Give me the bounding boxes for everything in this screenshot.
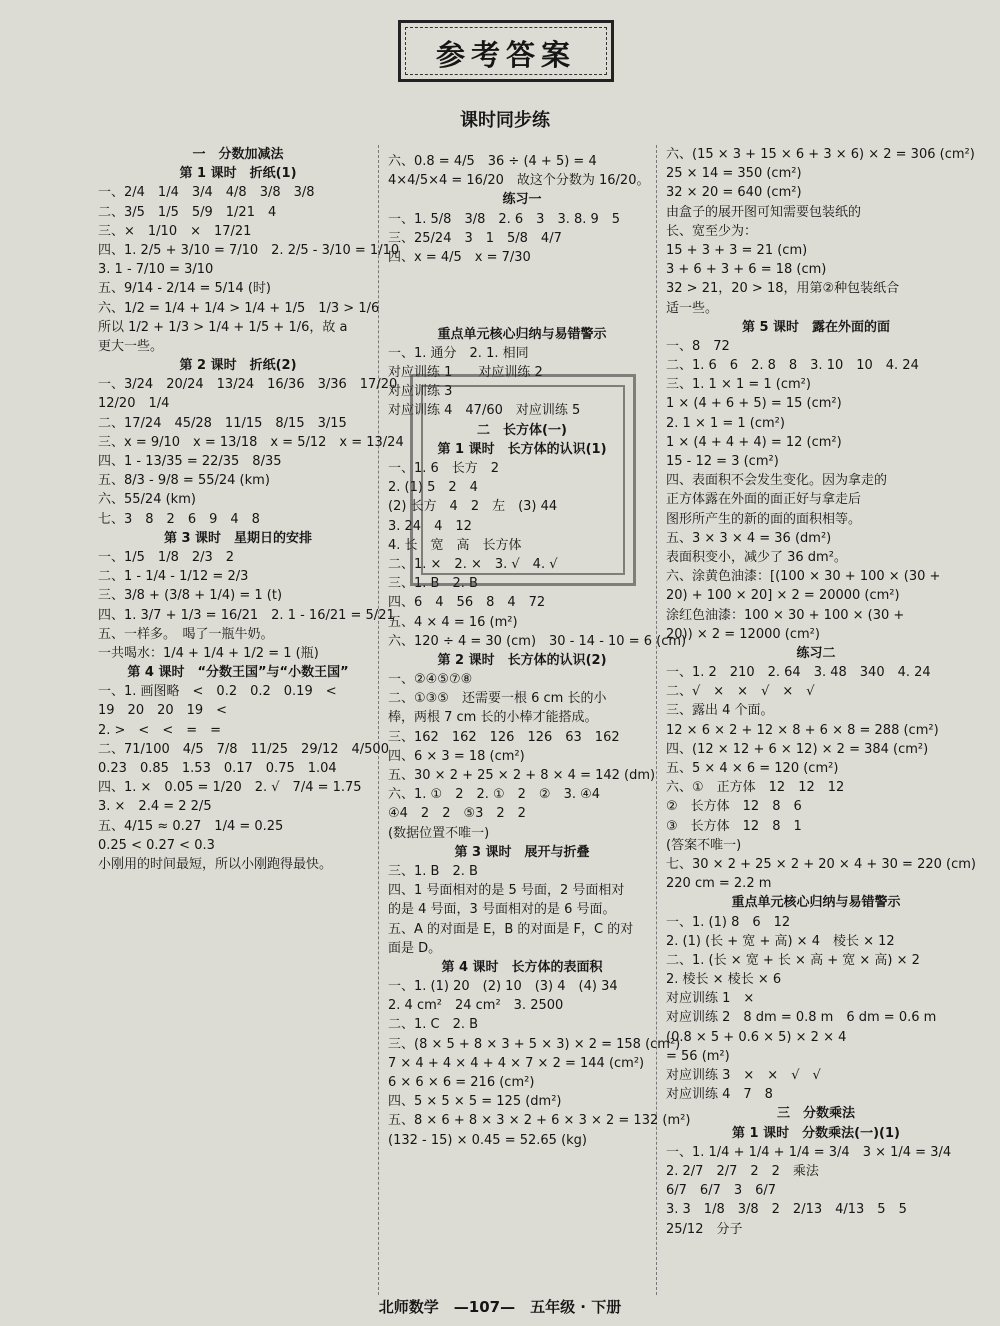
answer-line: (答案不唯一)	[666, 837, 742, 853]
section-heading: 第 2 课时 长方体的认识(2)	[437, 652, 607, 668]
answer-line: 四、表面积不会发生变化。因为拿走的	[666, 473, 888, 489]
answer-line: 三、× 1/10 × 17/21	[98, 223, 252, 239]
answer-line: 一、1. 通分 2. 1. 相同	[388, 345, 529, 361]
answer-line: ④4 2 2 ⑤3 2 2	[388, 806, 526, 822]
answer-line: 三、1. B 2. B	[388, 576, 478, 592]
answer-line: = 56 (m²)	[666, 1048, 730, 1064]
answer-line: 对应训练 3	[388, 384, 453, 400]
section-heading: 第 2 课时 折纸(2)	[179, 358, 297, 374]
answer-line: 12/20 1/4	[98, 396, 170, 412]
answer-line: 20) + 100 × 20] × 2 = 20000 (cm²)	[666, 588, 900, 604]
answer-line: 二、3/5 1/5 5/9 1/21 4	[98, 204, 277, 220]
answer-line: 小刚用的时间最短，所以小刚跑得最快。	[98, 856, 333, 872]
answer-line: 一、1. 1/4 + 1/4 + 1/4 = 3/4 3 × 1/4 = 3/4	[666, 1144, 952, 1160]
answer-line: 一、1. (1) 8 6 12	[666, 914, 791, 930]
answer-line: 六、1. ① 2 2. ① 2 ② 3. ④4	[388, 787, 601, 803]
answer-line: 12 × 6 × 2 + 12 × 8 + 6 × 8 = 288 (cm²)	[666, 722, 939, 738]
answer-line: 二、71/100 4/5 7/8 11/25 29/12 4/500	[98, 741, 389, 757]
answer-line: 三、162 162 126 126 63 162	[388, 729, 620, 745]
answer-line: 二、1. C 2. B	[388, 1017, 479, 1033]
answer-line: 一、1. 6 长方 2	[388, 461, 500, 476]
answer-line: 2. (1) 5 2 4	[388, 480, 478, 496]
answer-line: 六、0.8 = 4/5 36 ÷ (4 + 5) = 4	[388, 154, 597, 169]
page-title: 参考答案	[435, 38, 576, 72]
answer-line: ③ 长方体 12 8 1	[666, 818, 802, 834]
answer-line: 1 × (4 + 4 + 4) = 12 (cm²)	[666, 434, 842, 450]
answer-line: 五、4/15 ≈ 0.27 1/4 = 0.25	[98, 818, 284, 834]
answer-line: 7 × 4 + 4 × 4 + 4 × 7 × 2 = 144 (cm²)	[388, 1055, 645, 1071]
answer-line: 长、宽至少为：	[666, 223, 758, 239]
answer-line: 4. 长 宽 高 长方体	[388, 537, 522, 553]
answer-line: 6/7 6/7 3 6/7	[666, 1183, 777, 1199]
section-heading: 第 3 课时 星期日的安排	[163, 530, 313, 546]
section-heading: 第 1 课时 长方体的认识(1)	[437, 441, 607, 457]
answer-line: (数据位置不唯一)	[388, 825, 490, 841]
answer-line: 五、30 × 2 + 25 × 2 + 8 × 4 = 142 (dm)	[388, 768, 656, 783]
section-title: 课时同步练	[460, 110, 550, 131]
answer-line: 由盒子的展开图可知需要包装纸的	[666, 204, 862, 220]
section-heading: 第 3 课时 展开与折叠	[454, 844, 590, 860]
answer-line: 图形所产生的新的面的面积相等。	[666, 511, 862, 527]
answer-line: 一、1/5 1/8 2/3 2	[98, 549, 235, 565]
answer-line: (0.8 × 5 + 0.6 × 5) × 2 × 4	[666, 1029, 847, 1045]
answer-line: 四、(12 × 12 + 6 × 12) × 2 = 384 (cm²)	[666, 741, 929, 757]
answer-line: 6 × 6 × 6 = 216 (cm²)	[388, 1075, 535, 1090]
answer-line: 六、① 正方体 12 12 12	[666, 780, 845, 796]
answer-line: 一共喝水：1/4 + 1/4 + 1/2 = 1 (瓶)	[98, 645, 319, 661]
watermark-stamp	[410, 374, 636, 586]
answer-line: 对应训练 3 × × √ √	[666, 1068, 821, 1083]
answer-line: 二、1. 6 6 2. 8 8 3. 10 10 4. 24	[666, 358, 919, 374]
answer-line: 32 > 21，20 > 18，用第②种包装纸合	[666, 281, 900, 297]
answer-line: 1 × (4 + 6 + 5) = 15 (cm²)	[666, 396, 842, 412]
answer-line: 三、(8 × 5 + 8 × 3 + 5 × 3) × 2 = 158 (cm²)	[388, 1036, 681, 1052]
answer-line: 五、9/14 - 2/14 = 5/14 (时)	[98, 281, 271, 297]
answer-line: 五、8 × 6 + 8 × 3 × 2 + 6 × 3 × 2 = 132 (m²)	[388, 1113, 691, 1129]
answer-line: 32 × 20 = 640 (cm²)	[666, 185, 802, 201]
answer-line: 正方体露在外面的面正好与拿走后	[666, 492, 862, 508]
answer-line: 0.23 0.85 1.53 0.17 0.75 1.04	[98, 761, 337, 776]
answer-line: 三、1. 1 × 1 = 1 (cm²)	[666, 377, 811, 393]
answer-line: 25 × 14 = 350 (cm²)	[666, 166, 802, 182]
answer-line: 表面积变小，减少了 36 dm²。	[666, 549, 847, 565]
answer-line: 面是 D。	[388, 940, 442, 956]
answer-line: 15 + 3 + 3 = 21 (cm)	[666, 242, 808, 258]
section-heading: 二 长方体(一)	[477, 422, 567, 438]
answer-line: 3 + 6 + 3 + 6 = 18 (cm)	[666, 262, 827, 278]
answer-line: 对应训练 4 47/60 对应训练 5	[388, 403, 581, 419]
answer-line: 四、1. × 0.05 = 1/20 2. √ 7/4 = 1.75	[98, 780, 362, 796]
column-divider-1	[378, 145, 380, 1295]
answer-line: 四、1 号面相对的是 5 号面，2 号面相对	[388, 883, 625, 899]
answer-line: 二、1 - 1/4 - 1/12 = 2/3	[98, 569, 249, 585]
answer-line: 四、1. 2/5 + 3/10 = 7/10 2. 2/5 - 3/10 = 1/10	[98, 242, 400, 258]
answer-line: 所以 1/2 + 1/3 > 1/4 + 1/5 + 1/6，故 a	[98, 319, 348, 335]
answer-line: 20)) × 2 = 12000 (cm²)	[666, 626, 820, 642]
answer-line: 对应训练 1 对应训练 2	[388, 365, 543, 381]
answer-line: 对应训练 1 ×	[666, 991, 755, 1007]
answer-line: 2. 1 × 1 = 1 (cm²)	[666, 415, 785, 431]
answer-line: 六、(15 × 3 + 15 × 6 + 3 × 6) × 2 = 306 (cm²)	[666, 147, 975, 162]
answer-line: 的是 4 号面，3 号面相对的是 6 号面。	[388, 902, 616, 918]
answer-line: 15 - 12 = 3 (cm²)	[666, 454, 779, 469]
answer-line: 二、1. × 2. × 3. √ 4. √	[388, 556, 558, 572]
answer-line: 六、120 ÷ 4 = 30 (cm) 30 - 14 - 10 = 6 (cm)	[388, 633, 687, 649]
answer-line: 2. > < < = =	[98, 722, 221, 738]
answer-line: 一、3/24 20/24 13/24 16/36 3/36 17/20	[98, 377, 398, 393]
answer-column-3	[666, 145, 976, 1239]
answer-line: 一、1. 2 210 2. 64 3. 48 340 4. 24	[666, 665, 931, 681]
answer-line: 三、25/24 3 1 5/8 4/7	[388, 230, 562, 246]
answer-line: 2. 棱长 × 棱长 × 6	[666, 972, 782, 988]
answer-line: (132 - 15) × 0.45 = 52.65 (kg)	[388, 1132, 587, 1148]
answer-line: 二、17/24 45/28 11/15 8/15 3/15	[98, 415, 347, 431]
answer-line: 三、1. B 2. B	[388, 863, 478, 879]
answer-line: 六、55/24 (km)	[98, 492, 196, 508]
answer-line: 一、1. (1) 20 (2) 10 (3) 4 (4) 34	[388, 979, 618, 995]
answer-line: 2. 2/7 2/7 2 2 乘法	[666, 1163, 819, 1179]
answer-line: 五、8/3 - 9/8 = 55/24 (km)	[98, 473, 270, 489]
answer-column-2	[388, 152, 691, 1150]
answer-line	[388, 306, 656, 325]
answer-line: 四、1. 3/7 + 1/3 = 16/21 2. 1 - 16/21 = 5/21	[98, 607, 395, 623]
answer-line	[388, 267, 656, 286]
section-heading: 一 分数加减法	[192, 147, 284, 162]
answer-line: 3. × 2.4 = 2 2/5	[98, 799, 212, 815]
section-heading: 重点单元核心归纳与易错警示	[731, 895, 901, 911]
answer-line: ② 长方体 12 8 6	[666, 799, 802, 815]
section-heading: 第 1 课时 分数乘法(一)(1)	[732, 1125, 900, 1141]
title-box	[398, 20, 614, 82]
section-heading: 练习一	[502, 192, 542, 208]
answer-line: 四、x = 4/5 x = 7/30	[388, 249, 531, 265]
answer-column-1	[98, 145, 404, 874]
answer-line: 2. (1) (长 + 宽 + 高) × 4 棱长 × 12	[666, 933, 895, 949]
answer-line: 三、x = 9/10 x = 13/18 x = 5/12 x = 13/24	[98, 434, 404, 450]
answer-line: 三、3/8 + (3/8 + 1/4) = 1 (t)	[98, 588, 283, 604]
section-heading: 第 5 课时 露在外面的面	[741, 319, 891, 335]
section-heading: 第 1 课时 折纸(1)	[179, 166, 297, 182]
answer-line: 一、8 72	[666, 338, 730, 354]
answer-line: 五、5 × 4 × 6 = 120 (cm²)	[666, 761, 839, 776]
answer-line: 五、3 × 3 × 4 = 36 (dm²)	[666, 530, 832, 546]
answer-line: 涂红色油漆：100 × 30 + 100 × (30 +	[666, 607, 905, 623]
section-heading: 三 分数乘法	[776, 1106, 855, 1122]
answer-line: (2) 长方 4 2 左 (3) 44	[388, 499, 558, 515]
answer-line: 4×4/5×4 = 16/20 故这个分数为 16/20。	[388, 173, 650, 189]
answer-line: 25/12 分子	[666, 1221, 743, 1237]
page-footer: 北师数学 —107— 五年级 · 下册	[378, 1298, 622, 1316]
answer-line: 四、6 4 56 8 4 72	[388, 595, 546, 611]
answer-line: 一、1. 5/8 3/8 2. 6 3 3. 8. 9 5	[388, 211, 621, 227]
answer-line: 适一些。	[666, 300, 719, 316]
section-heading: 第 4 课时 “分数王国”与“小数王国”	[127, 665, 349, 681]
answer-line: 更大一些。	[98, 338, 164, 354]
answer-line: 棒，两根 7 cm 长的小棒才能搭成。	[388, 710, 598, 726]
answer-line: 一、2/4 1/4 3/4 4/8 3/8 3/8	[98, 185, 315, 201]
answer-line: 五、4 × 4 = 16 (m²)	[388, 614, 518, 630]
answer-line: 二、√ × × √ × √	[666, 684, 815, 700]
answer-line	[388, 286, 656, 305]
section-heading: 重点单元核心归纳与易错警示	[437, 326, 607, 342]
answer-line: 三、露出 4 个面。	[666, 703, 774, 719]
answer-line: 四、1 - 13/35 = 22/35 8/35	[98, 454, 282, 469]
answer-line: 四、6 × 3 = 18 (cm²)	[388, 748, 525, 764]
section-heading: 第 4 课时 长方体的表面积	[441, 959, 603, 975]
answer-line: 二、1. (长 × 宽 + 长 × 高 + 宽 × 高) × 2	[666, 952, 920, 968]
answer-line: 对应训练 2 8 dm = 0.8 m 6 dm = 0.6 m	[666, 1010, 937, 1026]
answer-line: 3. 1 - 7/10 = 3/10	[98, 262, 214, 278]
answer-line: 六、1/2 = 1/4 + 1/4 > 1/4 + 1/5 1/3 > 1/6	[98, 300, 380, 316]
answer-line: 3. 24 4 12	[388, 518, 472, 534]
answer-line: 五、A 的对面是 E，B 的对面是 F，C 的对	[388, 921, 634, 937]
answer-line: 四、5 × 5 × 5 = 125 (dm²)	[388, 1094, 562, 1110]
answer-line: 19 20 20 19 <	[98, 703, 228, 719]
answer-line: 七、30 × 2 + 25 × 2 + 20 × 4 + 30 = 220 (cm)	[666, 856, 976, 872]
answer-line: 一、②④⑤⑦⑧	[388, 672, 473, 688]
answer-line: 七、3 8 2 6 9 4 8	[98, 511, 260, 527]
section-heading: 练习二	[796, 645, 836, 661]
answer-line: 2. 4 cm² 24 cm² 3. 2500	[388, 998, 564, 1014]
answer-line: 六、涂黄色油漆：[(100 × 30 + 100 × (30 +	[666, 569, 941, 585]
answer-line: 220 cm = 2.2 m	[666, 876, 772, 892]
answer-line: 五、一样多。 喝了一瓶牛奶。	[98, 626, 274, 642]
answer-line: 对应训练 4 7 8	[666, 1087, 773, 1103]
answer-line: 0.25 < 0.27 < 0.3	[98, 837, 215, 853]
answer-line: 二、①③⑤ 还需要一根 6 cm 长的小	[388, 691, 607, 707]
answer-line: 3. 3 1/8 3/8 2 2/13 4/13 5 5	[666, 1202, 907, 1218]
answer-line: 一、1. 画图略 < 0.2 0.2 0.19 <	[98, 684, 337, 700]
